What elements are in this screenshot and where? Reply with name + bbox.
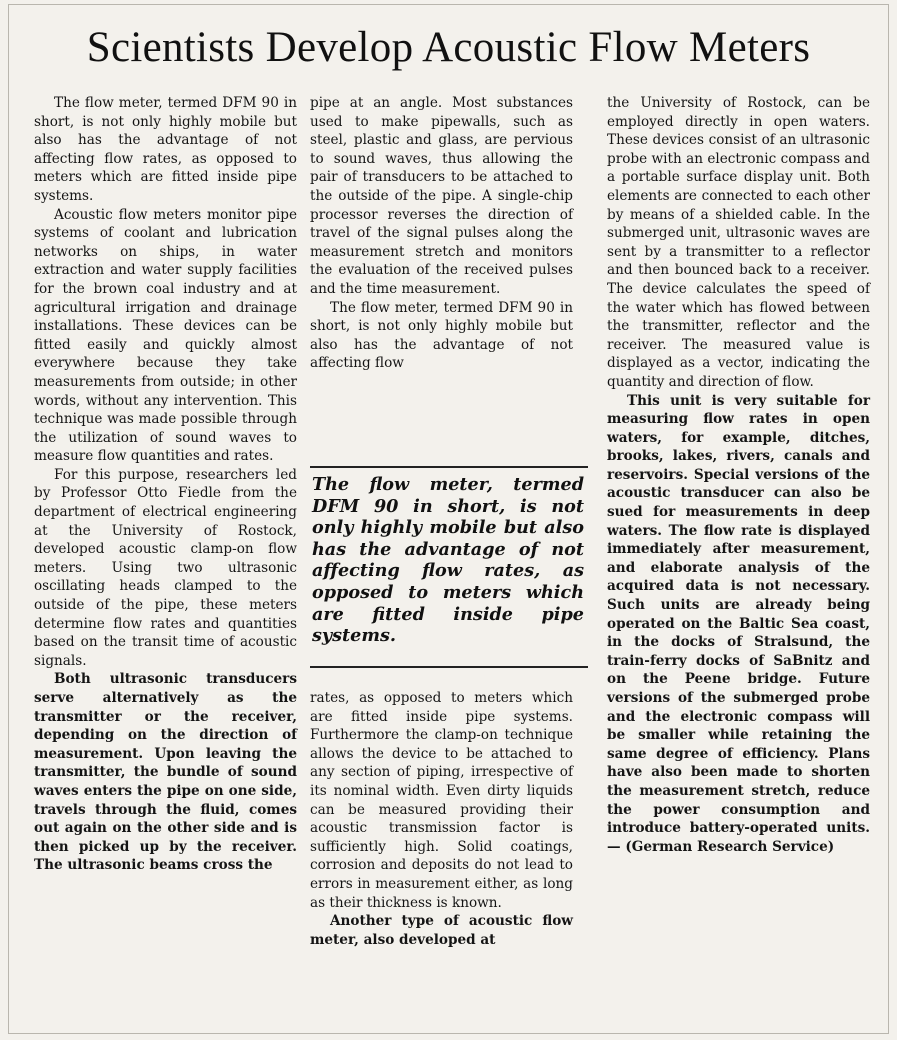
pull-quote: The flow meter, termed DFM 90 in short, is not only highly mobile but also has the advantage of not affecting flow rates, as opposed to meters which are fitted inside pipe systems. (312, 474, 584, 647)
paragraph: the University of Rostock, can be employed directly in open waters. These devices consist of an ultrasonic probe with an electronic compass and a portable surface display unit. Both elements are connected to each other by means of a shielded cable. In the submerged unit, ultrasonic waves are sent by a transmitter to a reflector and then bounced back to a receiver. The device calculates the speed of the water which has flowed between the transmitter, reflector and the receiver. The measured value is displayed as a vector, indicating the quantity and direction of flow. (607, 95, 870, 390)
article-column-3 (607, 94, 870, 856)
paragraph: rates, as opposed to meters which are fitted inside pipe systems. Furthermore the clamp-on technique allows the device to be attached to any section of piping, irrespective of its nominal width. Even dirty liquids can be measured providing their acoustic transmission factor is sufficiently high. Solid coatings, corrosion and deposits do not lead to errors in measurement either, as long as their thickness is known. (310, 690, 573, 911)
paragraph: Acoustic flow meters monitor pipe systems of coolant and lubrication networks on ships, in water extraction and water supply facilities for the brown coal industry and at agricultural irrigation and drainage installations. These devices can be fitted easily and quickly almost everywhere because they take measurements from outside; in other words, without any intervention. This technique was made possible through the utilization of sound waves to measure flow quantities and rates. (34, 206, 297, 465)
article-column-1 (34, 94, 297, 875)
paragraph: pipe at an angle. Most substances used to make pipewalls, such as steel, plastic and glass, are pervious to sound waves, thus allowing the pair of transducers to be attached to the outside of the pipe. A single-chip processor reverses the direction of travel of the signal pulses along the measurement stretch and monitors the evaluation of the received pulses and the time measurement. (310, 95, 573, 297)
article-column-2-bottom (310, 689, 573, 949)
pull-quote-top-rule (310, 466, 588, 468)
paragraph: For this purpose, researchers led by Professor Otto Fiedle from the department of electrical engineering at the University of Rostock, developed acoustic clamp-on flow meters. Using two ultrasonic oscillating heads clamped to the outside of the pipe, these meters determine flow rates and quantities based on the transit time of acoustic signals. (34, 466, 297, 669)
article-column-2-top (310, 94, 573, 373)
pull-quote-bottom-rule (310, 666, 588, 668)
paragraph: The flow meter, termed DFM 90 in short, is not only highly mobile but also has the advantage of not affecting flow rates, as opposed to meters which are fitted inside pipe systems. (34, 95, 297, 204)
paragraph: The flow meter, termed DFM 90 in short, is not only highly mobile but also has the advantage of not affecting flow (310, 299, 573, 372)
headline: Scientists Develop Acoustic Flow Meters (86, 24, 811, 71)
paragraph: Both ultrasonic transducers serve alternatively as the transmitter or the receiver, depending on the direction of measurement. Upon leaving the transmitter, the bundle of sound waves enters the pipe on one side, travels through the fluid, comes out again on the other side and is then picked up by the receiver. The ultrasonic beams cross the (34, 671, 297, 874)
paragraph: Another type of acoustic flow meter, also developed at (310, 913, 573, 948)
paragraph: This unit is very suitable for measuring flow rates in open waters, for example, ditches, brooks, lakes, rivers, canals and reservoirs. Special versions of the acoustic transducer can also be sued for measurements in deep waters. The flow rate is displayed immediately after measurement, and elaborate analysis of the acquired data is not necessary. Such units are already being operated on the Baltic Sea coast, in the docks of Stralsund, the train-ferry docks of SaBnitz and on the Peene bridge. Future versions of the submerged probe and the electronic compass will be smaller while retaining the same degree of efficiency. Plans have also been made to shorten the measurement stretch, reduce the power consumption and introduce battery-operated units. — (German Research Service) (607, 392, 870, 855)
